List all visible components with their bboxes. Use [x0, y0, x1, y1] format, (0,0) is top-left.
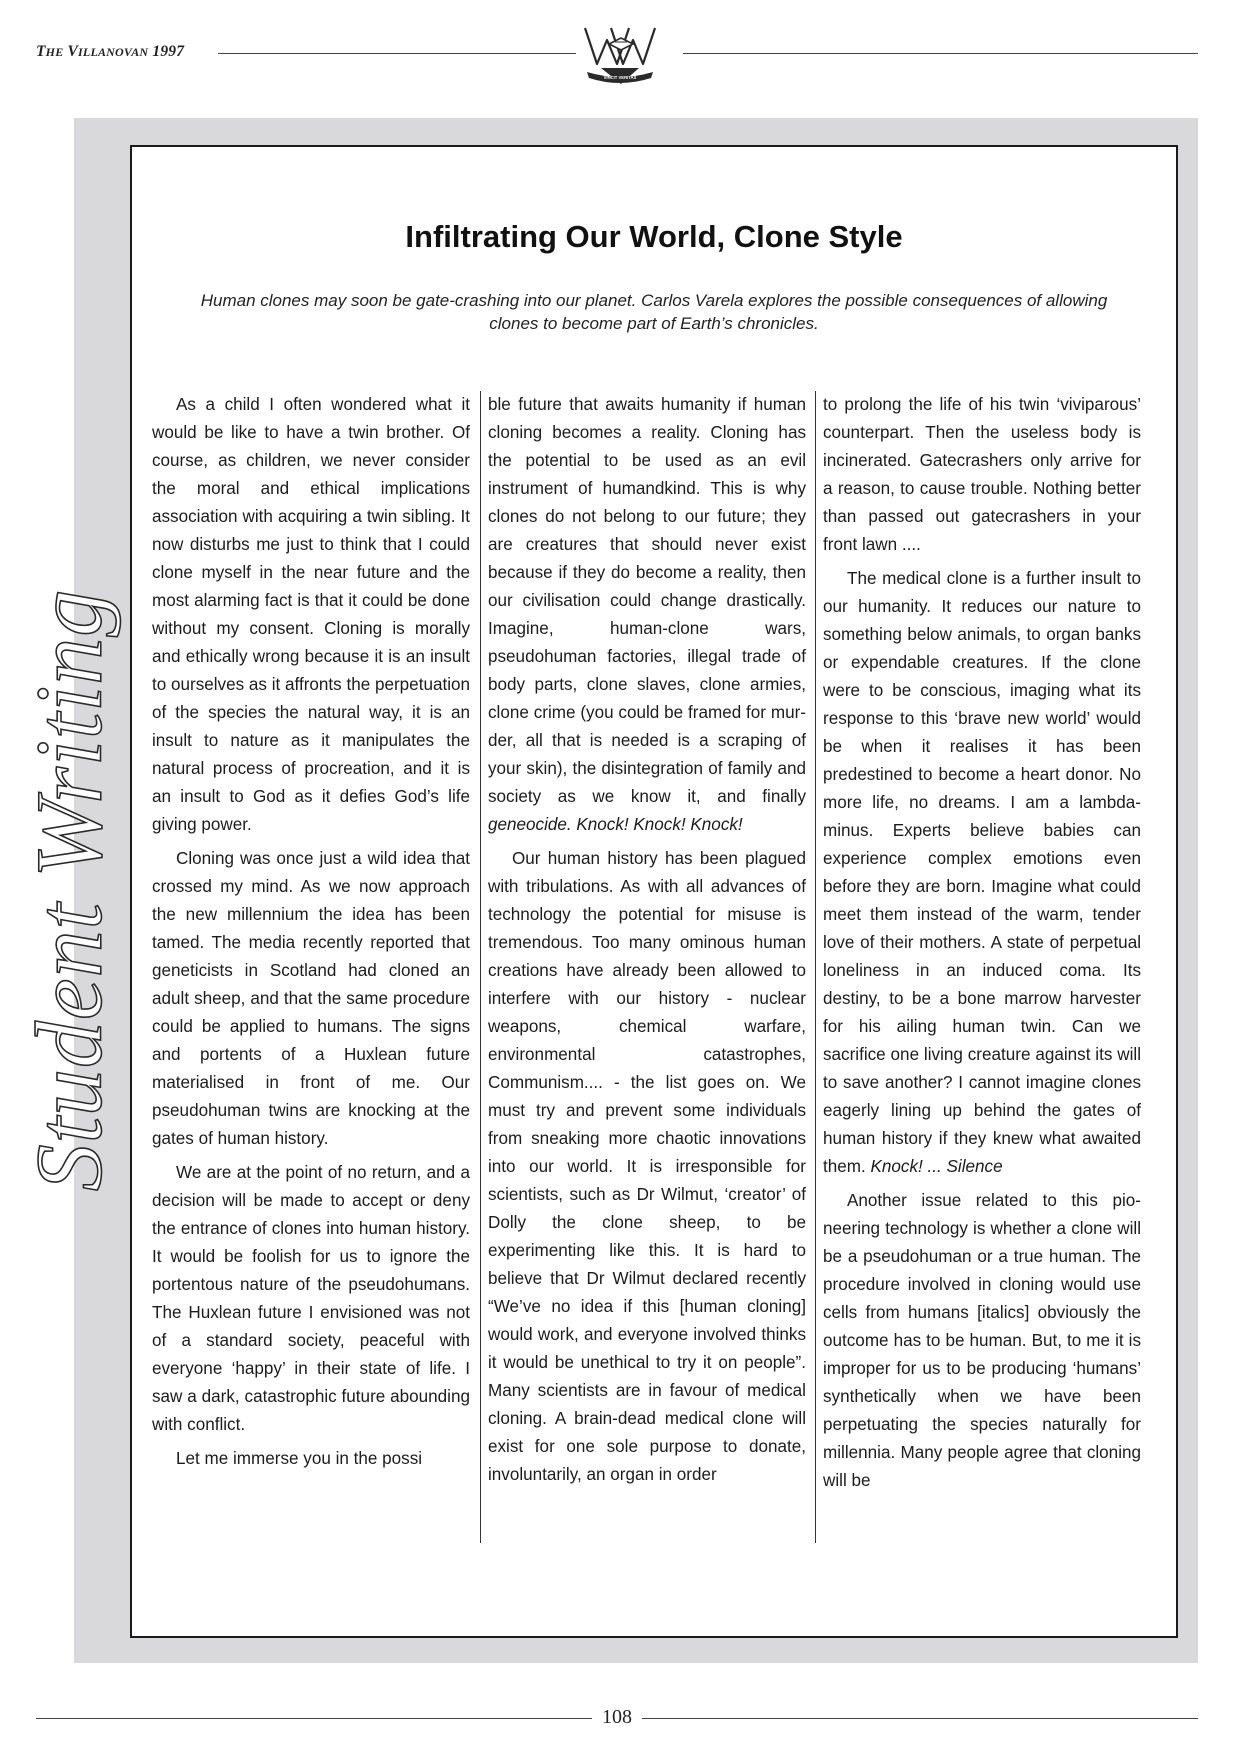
- article-box: [130, 145, 1178, 1638]
- paragraph: Let me immerse you in the possi: [176, 1449, 423, 1468]
- page-number: 108: [602, 1706, 632, 1728]
- paragraph: ble future that awaits humanity if human cloning becomes a reality. Cloning has the potential to be used as an evil instrument of humandkind. This is why clones do not belong to our future; they are creatures that should never exist because if they do become a reality, then our civilisation could change drastically. Imagine, human-clone wars, pseudohuman factories, illegal trade of body parts, clone slaves, clone armies, clone crime (you could be framed for murder, all that is needed is a scraping of your skin), the disintegration of family and society as we know it, and finally geneocide. Knock! Knock! Knock!: [488, 395, 806, 834]
- paragraph: As a child I often wondered what it would be like to have a twin brother. Of course, as children, we never consider the moral and ethical implications association with acquiring a twin sibling. It now disturbs me just to think that I could clone myself in the near future and the most alarming fact is that it could be done without my consent. Cloning is morally and ethically wrong because it is an insult to ourselves as it affronts the perpetuation of the species the natural way, it is an insult to nature as it manipulates the natural process of procreation, and it is an insult to God as it defies God’s life giving power.: [152, 395, 471, 834]
- section-label: Student Writing: [17, 588, 121, 1192]
- column-rule-2: [815, 391, 816, 1543]
- column-1: [152, 391, 470, 1479]
- paragraph: to prolong the life of his twin ‘viviparous’ counterpart. Then the useless body is incinerated. Gatecrashers only arrive for a reason, to cause trouble. Nothing better than passed out gatecrashers in your front lawn ....: [823, 395, 1141, 554]
- header-rule-left: [218, 53, 576, 54]
- paragraph: The medical clone is a further insult to our humanity. It reduces our nature to something below animals, to organ banks or expendable creatures. If the clone were to be conscious, imaging what its response to this ‘brave new world’ would be when it realises it has been predestined to become a heart donor. No more life, no dreams. I am a lambda-minus. Experts believe babies can experience complex emotions even before they are born. Imagine what could meet them instead of the warm, tender love of their mothers. A state of perpetual loneliness in an induced coma. Its destiny, to be a bone marrow harvester for his ailing human twin. Can we sacrifice one living creature against its will to save another? I cannot imagine clones eagerly lining up behind the gates of human history if they knew what awaited them. Knock! ... Silence: [823, 569, 1141, 1176]
- article-standfirst: Human clones may soon be gate-crashing into our planet. Carlos Varela explores the possible consequences of allowing clones to become part of Earth’s chronicles.: [200, 291, 1108, 333]
- publication-title: THE VILLANOVAN 1997: [36, 43, 185, 60]
- paragraph: Another issue related to this pioneering technology is whether a clone will be a pseudohuman or a true human. The procedure involved in cloning would use cells from humans [italics] obviously the outcome has to be human. But, to me it is improper for us to be producing ‘humans’ synthetically when we have been perpetuating the species naturally for millennia. Many people agree that cloning will be: [823, 1191, 1141, 1490]
- article-title: Infiltrating Our World, Clone Style: [405, 219, 903, 254]
- header-rule-right: [683, 53, 1198, 54]
- section-label-wrap: [14, 588, 124, 1192]
- column-3: [823, 391, 1141, 1501]
- crest-motto: VINCIT VERITAS: [603, 75, 637, 80]
- column-2: [488, 391, 806, 1495]
- footer-rule-left: [36, 1718, 592, 1719]
- school-crest-icon: [581, 20, 659, 86]
- paragraph: We are at the point of no return, and a decision will be made to accept or deny the entrance of clones into human history. It would be foolish for us to ignore the portentous nature of the pseudohumans. The Huxlean future I envisioned was not of a standard society, peaceful with everyone ‘happy’ in their state of life. I saw a dark, catastrophic future abounding with conflict.: [152, 1163, 470, 1434]
- column-rule-1: [480, 391, 481, 1543]
- paragraph: Our human history has been plagued with tribulations. As with all advances of technology the potential for misuse is tremendous. Too many ominous human creations have already been allowed to interfere with our history - nuclear weapons, chemical warfare, environmental catastrophes, Communism.... - the list goes on. We must try and prevent some individuals from sneaking more chaotic innovations into our world. It is irresponsible for scientists, such as Dr Wilmut, ‘creator’ of Dolly the clone sheep, to be experimenting like this. It is hard to believe that Dr Wilmut declared recently “We’ve no idea if this [human cloning] would work, and everyone involved thinks it would be unethical to try it on people”. Many scientists are in favour of medical cloning. A brain-dead medical clone will exist for one sole purpose to donate, involuntarily, an organ in order: [488, 849, 806, 1484]
- footer-rule-right: [642, 1718, 1198, 1719]
- paragraph: Cloning was once just a wild idea that crossed my mind. As we now approach the new millennium the idea has been tamed. The media recently reported that geneticists in Scotland had cloned an adult sheep, and that the same procedure could be applied to humans. The signs and portents of a Huxlean future materialised in front of me. Our pseudohuman twins are knocking at the gates of human history.: [152, 849, 470, 1148]
